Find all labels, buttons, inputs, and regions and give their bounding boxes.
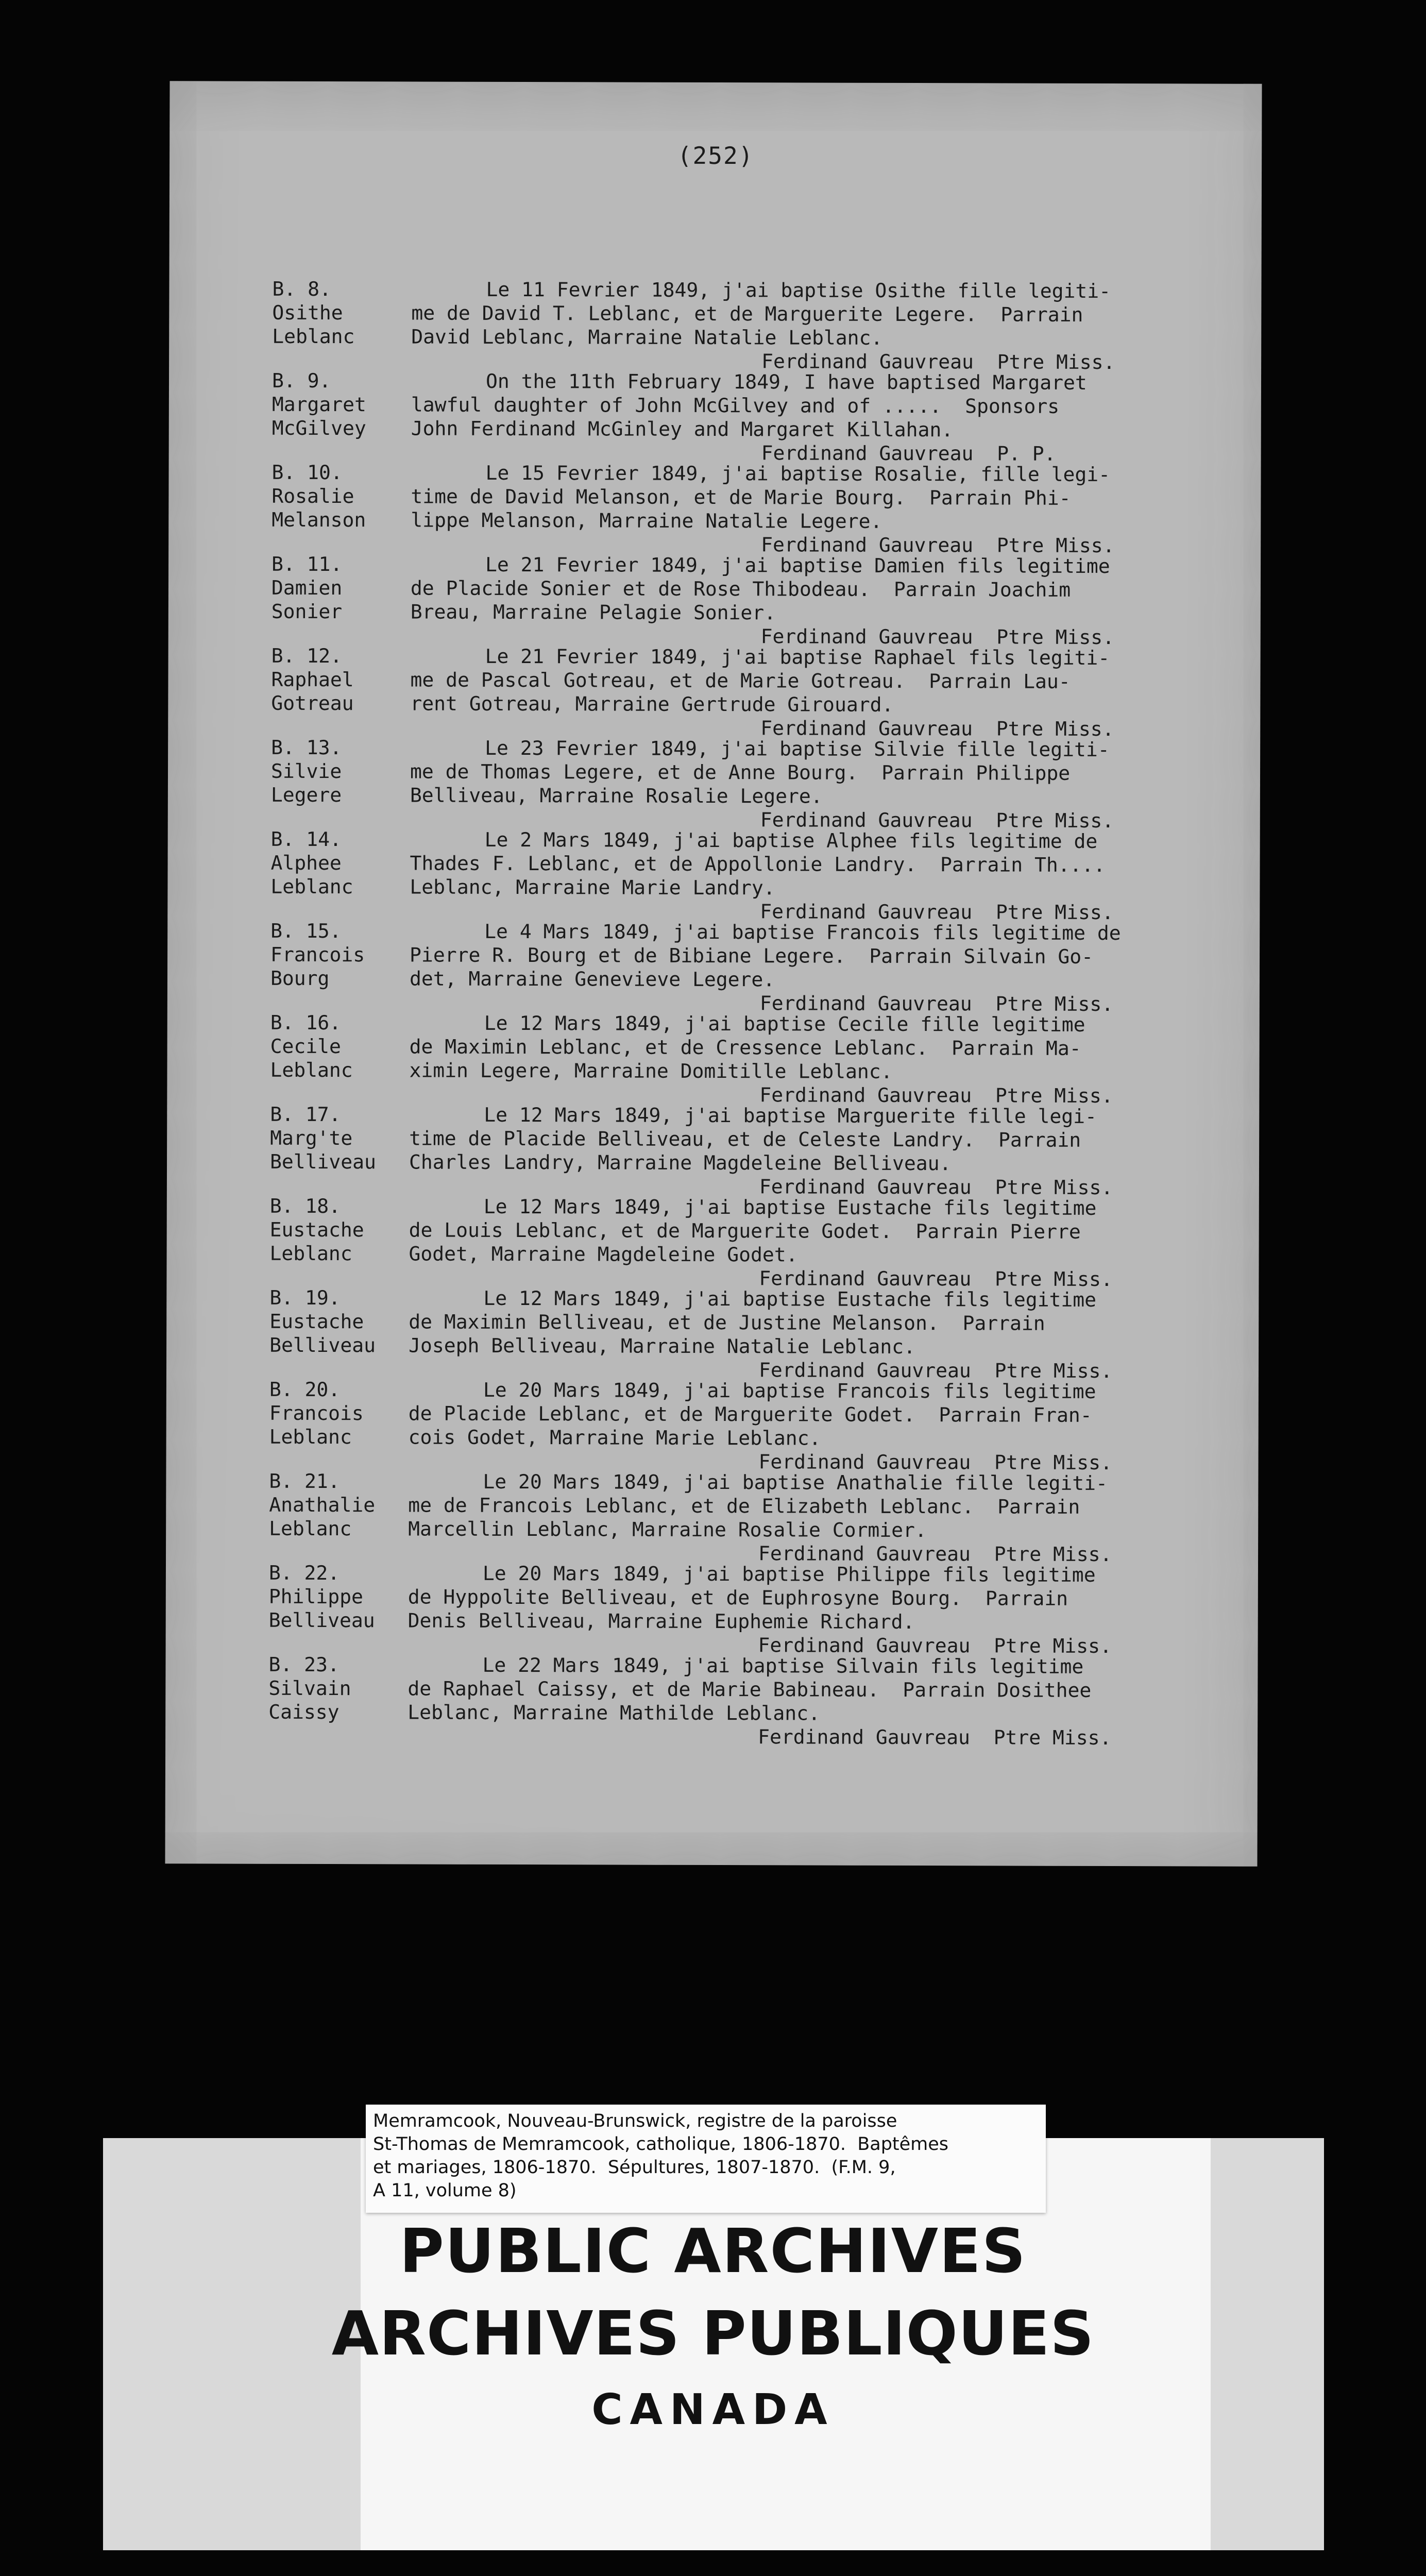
baptism-entries — [169, 277, 1262, 1750]
entry-signature: Ferdinand Gauvreau Ptre Miss. — [759, 1083, 1113, 1108]
baptism-entry — [167, 1010, 1259, 1108]
entry-name: Belliveau — [269, 1150, 377, 1174]
entry-signature: Ferdinand Gauvreau Ptre Miss. — [760, 808, 1114, 833]
entry-name: Marg'te — [270, 1126, 353, 1150]
entry-signature: Ferdinand Gauvreau Ptre Miss. — [761, 350, 1115, 374]
entry-line: On the 11th February 1849, I have baptised Margaret — [485, 369, 1087, 394]
entry-signature: Ferdinand Gauvreau Ptre Miss. — [760, 625, 1115, 649]
entry-margin-note — [270, 1194, 409, 1266]
entry-name: Eustache — [269, 1218, 364, 1242]
entry-margin-note — [269, 1286, 409, 1358]
entry-signature: Ferdinand Gauvreau Ptre Miss. — [759, 992, 1114, 1016]
baptism-entry — [166, 1285, 1259, 1383]
entry-name: Belliveau — [269, 1333, 376, 1357]
entry-text — [410, 827, 1224, 924]
entry-number: B. 23. — [268, 1653, 339, 1676]
baptism-entry — [167, 1102, 1259, 1197]
entry-line: Le 20 Mars 1849, j'ai baptise Anathalie fille legiti- — [483, 1470, 1108, 1495]
entry-line: John Ferdinand McGinley and Margaret Killahan. — [411, 417, 954, 442]
entry-margin-note — [272, 369, 411, 440]
entry-number: B. 22. — [268, 1561, 340, 1585]
source-line: A 11, volume 8) — [373, 2180, 517, 2201]
entry-name: Legere — [270, 783, 342, 807]
entry-line: Le 4 Mars 1849, j'ai baptise Francois fils legitime de — [484, 920, 1121, 945]
entry-name: Philippe — [268, 1585, 363, 1608]
entry-number: B. 10. — [271, 461, 343, 484]
entry-number: B. 12. — [271, 644, 342, 668]
entry-name: Margaret — [271, 393, 366, 416]
source-slip — [366, 2105, 1046, 2213]
entry-line: lawful daughter of John McGilvey and of ..... Sponsors — [411, 393, 1060, 418]
entry-line: de Hyppolite Belliveau, et de Euphrosyne Bourg. Parrain — [408, 1585, 1068, 1610]
entry-number: B. 9. — [271, 369, 331, 393]
entry-name: Bourg — [270, 967, 330, 990]
entry-line: me de Pascal Gotreau, et de Marie Gotreau. Parrain Lau- — [410, 668, 1071, 693]
source-line: St-Thomas de Memramcook, catholique, 1806-1870. Baptêmes — [373, 2134, 949, 2155]
entry-text — [409, 1286, 1223, 1383]
entry-line: David Leblanc, Marraine Natalie Leblanc. — [411, 325, 883, 349]
entry-line: rent Gotreau, Marraine Gertrude Girouard. — [410, 692, 894, 716]
entry-name: Silvain — [268, 1676, 351, 1700]
archive-title-fr: ARCHIVES PUBLIQUES — [331, 2298, 1095, 2369]
entry-line: Godet, Marraine Magdeleine Godet. — [409, 1242, 798, 1266]
entry-text — [408, 1561, 1222, 1658]
entry-text — [409, 1011, 1223, 1108]
entry-line: Le 20 Mars 1849, j'ai baptise Francois fils legitime — [483, 1378, 1096, 1403]
entry-line: Thades F. Leblanc, et de Appollonie Landry. Parrain Th.... — [410, 852, 1106, 876]
entry-line: Pierre R. Bourg et de Bibiane Legere. Parrain Silvain Go- — [410, 943, 1094, 968]
entry-name: Belliveau — [268, 1608, 375, 1632]
entry-line: Belliveau, Marraine Rosalie Legere. — [410, 784, 823, 808]
entry-name: Eustache — [269, 1310, 364, 1333]
entry-line: Le 12 Mars 1849, j'ai baptise Cecile fille legitime — [484, 1011, 1085, 1036]
entry-margin-note — [270, 827, 410, 899]
entry-line: Leblanc, Marraine Marie Landry. — [410, 875, 775, 900]
entry-margin-note — [270, 1011, 409, 1082]
baptism-entry — [168, 552, 1261, 647]
page-number: (252) — [677, 141, 754, 170]
entry-line: de Raphael Caissy, et de Marie Babineau. Parrain Dosithee — [408, 1677, 1092, 1702]
baptism-entry — [169, 368, 1261, 463]
entry-line: Denis Belliveau, Marraine Euphemie Richard. — [408, 1609, 915, 1634]
entry-name: Alphee — [270, 851, 342, 875]
entry-line: time de David Melanson, et de Marie Bourg. Parrain Phi- — [411, 485, 1071, 510]
entry-line: Charles Landry, Marraine Magdeleine Belliveau. — [409, 1150, 952, 1175]
entry-text — [411, 277, 1225, 374]
entry-name: Anathalie — [269, 1493, 376, 1517]
entry-line: de Placide Leblanc, et de Marguerite Godet. Parrain Fran- — [408, 1402, 1092, 1427]
entry-line: Le 21 Fevrier 1849, j'ai baptise Damien fils legitime — [485, 553, 1110, 578]
entry-line: Le 21 Fevrier 1849, j'ai baptise Raphael fils legiti- — [485, 645, 1110, 670]
entry-text — [410, 644, 1224, 741]
baptism-entry — [166, 1377, 1258, 1475]
source-line: Memramcook, Nouveau-Brunswick, registre de la paroisse — [373, 2111, 897, 2131]
entry-text — [411, 461, 1225, 557]
entry-number: B. 16. — [270, 1011, 342, 1035]
entry-signature: Ferdinand Gauvreau Ptre Miss. — [759, 1267, 1113, 1291]
baptism-entry — [168, 735, 1260, 833]
entry-signature: Ferdinand Gauvreau Ptre Miss. — [758, 1634, 1112, 1658]
entry-line: de Maximin Leblanc, et de Cressence Leblanc. Parrain Ma- — [409, 1035, 1081, 1060]
entry-line: Marcellin Leblanc, Marraine Rosalie Cormier. — [408, 1517, 927, 1542]
entry-name: Silvie — [270, 759, 342, 783]
entry-name: Cecile — [270, 1035, 341, 1058]
entry-signature: Ferdinand Gauvreau Ptre Miss. — [758, 1450, 1112, 1475]
entry-text — [411, 552, 1225, 649]
entry-text — [409, 1103, 1223, 1199]
entry-number: B. 21. — [269, 1469, 340, 1493]
entry-number: B. 15. — [270, 919, 342, 943]
entry-text — [411, 369, 1225, 466]
entry-signature: Ferdinand Gauvreau Ptre Miss. — [759, 1175, 1113, 1199]
entry-name: Leblanc — [272, 325, 355, 348]
entry-line: Le 23 Fevrier 1849, j'ai baptise Silvie fille legiti- — [485, 736, 1110, 761]
entry-line: Le 20 Mars 1849, j'ai baptise Philippe fils legitime — [482, 1562, 1096, 1586]
entry-name: Sonier — [271, 600, 343, 623]
entry-line: Breau, Marraine Pelagie Sonier. — [410, 600, 776, 624]
entry-margin-note — [271, 736, 410, 807]
entry-line: Le 12 Mars 1849, j'ai baptise Eustache fils legitime — [483, 1286, 1097, 1311]
entry-line: me de Francois Leblanc, et de Elizabeth Leblanc. Parrain — [408, 1494, 1080, 1518]
entry-name: Leblanc — [269, 1242, 352, 1265]
entry-number: B. 14. — [270, 827, 342, 851]
entry-line: Le 12 Mars 1849, j'ai baptise Marguerite fille legi- — [484, 1103, 1097, 1128]
entry-signature: Ferdinand Gauvreau Ptre Miss. — [758, 1725, 1112, 1750]
entry-number: B. 19. — [269, 1286, 341, 1310]
entry-name: McGilvey — [271, 416, 366, 440]
baptism-entry — [168, 460, 1261, 555]
entry-signature: Ferdinand Gauvreau P. P. — [761, 442, 1056, 465]
entry-line: de Placide Sonier et de Rose Thibodeau. Parrain Joachim — [410, 577, 1071, 601]
entry-margin-note — [271, 461, 411, 532]
entry-number: B. 17. — [270, 1103, 341, 1126]
archive-title-en: PUBLIC ARCHIVES — [399, 2215, 1027, 2286]
baptism-entry — [169, 277, 1261, 374]
entry-margin-note — [271, 644, 410, 716]
entry-name: Rosalie — [271, 484, 354, 508]
entry-signature: Ferdinand Gauvreau Ptre Miss. — [761, 533, 1115, 557]
entry-name: Francois — [269, 1401, 364, 1425]
entry-line: time de Placide Belliveau, et de Celeste Landry. Parrain — [409, 1127, 1081, 1151]
entry-line: de Louis Leblanc, et de Marguerite Godet. Parrain Pierre — [409, 1218, 1081, 1243]
entry-text — [408, 1469, 1222, 1566]
entry-text — [410, 736, 1224, 833]
baptism-entry — [166, 1194, 1259, 1289]
entry-name: Osithe — [272, 301, 343, 325]
entry-line: Le 15 Fevrier 1849, j'ai baptise Rosalie, fille legi- — [485, 461, 1111, 486]
entry-name: Leblanc — [269, 1517, 352, 1540]
entry-line: lippe Melanson, Marraine Natalie Legere. — [411, 509, 882, 533]
entry-name: Gotreau — [271, 691, 354, 715]
entry-text — [408, 1653, 1221, 1750]
baptism-entry — [167, 827, 1260, 922]
entry-margin-note — [272, 277, 411, 349]
entry-margin-note — [271, 552, 411, 624]
entry-number: B. 11. — [271, 552, 343, 576]
entry-number: B. 18. — [269, 1194, 341, 1218]
baptism-entry — [166, 1469, 1258, 1564]
entry-margin-note — [268, 1653, 408, 1724]
entry-text — [410, 919, 1224, 1016]
entry-number: B. 13. — [271, 736, 342, 759]
entry-name: Francois — [270, 943, 365, 967]
entry-line: de Maximin Belliveau, et de Justine Melanson. Parrain — [409, 1310, 1045, 1335]
entry-line: det, Marraine Genevieve Legere. — [409, 967, 775, 991]
entry-line: Le 22 Mars 1849, j'ai baptise Silvain fils legitime — [482, 1653, 1084, 1678]
entry-signature: Ferdinand Gauvreau Ptre Miss. — [760, 717, 1114, 741]
entry-line: ximin Legere, Marraine Domitille Leblanc. — [409, 1059, 893, 1083]
entry-number: B. 8. — [272, 277, 331, 301]
entry-name: Damien — [271, 576, 343, 600]
entry-signature: Ferdinand Gauvreau Ptre Miss. — [760, 900, 1114, 924]
entry-name: Raphael — [271, 668, 354, 691]
entry-signature: Ferdinand Gauvreau Ptre Miss. — [758, 1359, 1113, 1383]
baptism-entry — [168, 643, 1260, 741]
entry-text — [408, 1378, 1222, 1475]
entry-margin-note — [269, 1469, 408, 1541]
entry-name: Leblanc — [270, 1058, 353, 1082]
entry-line: Le 11 Fevrier 1849, j'ai baptise Osithe fille legiti- — [486, 278, 1111, 303]
entry-margin-note — [269, 1378, 409, 1449]
baptism-entry — [165, 1652, 1258, 1750]
entry-margin-note — [270, 919, 410, 991]
entry-name: Melanson — [271, 508, 366, 532]
baptism-entry — [166, 1561, 1258, 1658]
entry-signature: Ferdinand Gauvreau Ptre Miss. — [758, 1542, 1112, 1566]
entry-number: B. 20. — [269, 1378, 341, 1401]
entry-line: me de David T. Leblanc, et de Marguerite Legere. Parrain — [411, 301, 1083, 326]
archive-country: CANADA — [591, 2385, 835, 2434]
entry-line: Le 2 Mars 1849, j'ai baptise Alphee fils legitime de — [484, 828, 1098, 853]
entry-line: Le 12 Mars 1849, j'ai baptise Eustache fils legitime — [483, 1195, 1097, 1219]
register-page — [165, 81, 1262, 1867]
entry-margin-note — [269, 1561, 408, 1633]
entry-text — [409, 1194, 1223, 1291]
entry-name: Leblanc — [269, 1425, 352, 1449]
entry-line: me de Thomas Legere, et de Anne Bourg. Parrain Philippe — [410, 760, 1071, 785]
baptism-entry — [167, 919, 1260, 1016]
entry-name: Caissy — [268, 1700, 339, 1724]
entry-name: Leblanc — [270, 875, 353, 899]
entry-line: Joseph Belliveau, Marraine Natalie Leblanc. — [409, 1334, 915, 1359]
entry-margin-note — [270, 1103, 409, 1174]
entry-line: Leblanc, Marraine Mathilde Leblanc. — [408, 1701, 821, 1725]
entry-line: cois Godet, Marraine Marie Leblanc. — [408, 1426, 821, 1450]
source-line: et mariages, 1806-1870. Sépultures, 1807-1870. (F.M. 9, — [373, 2157, 896, 2178]
